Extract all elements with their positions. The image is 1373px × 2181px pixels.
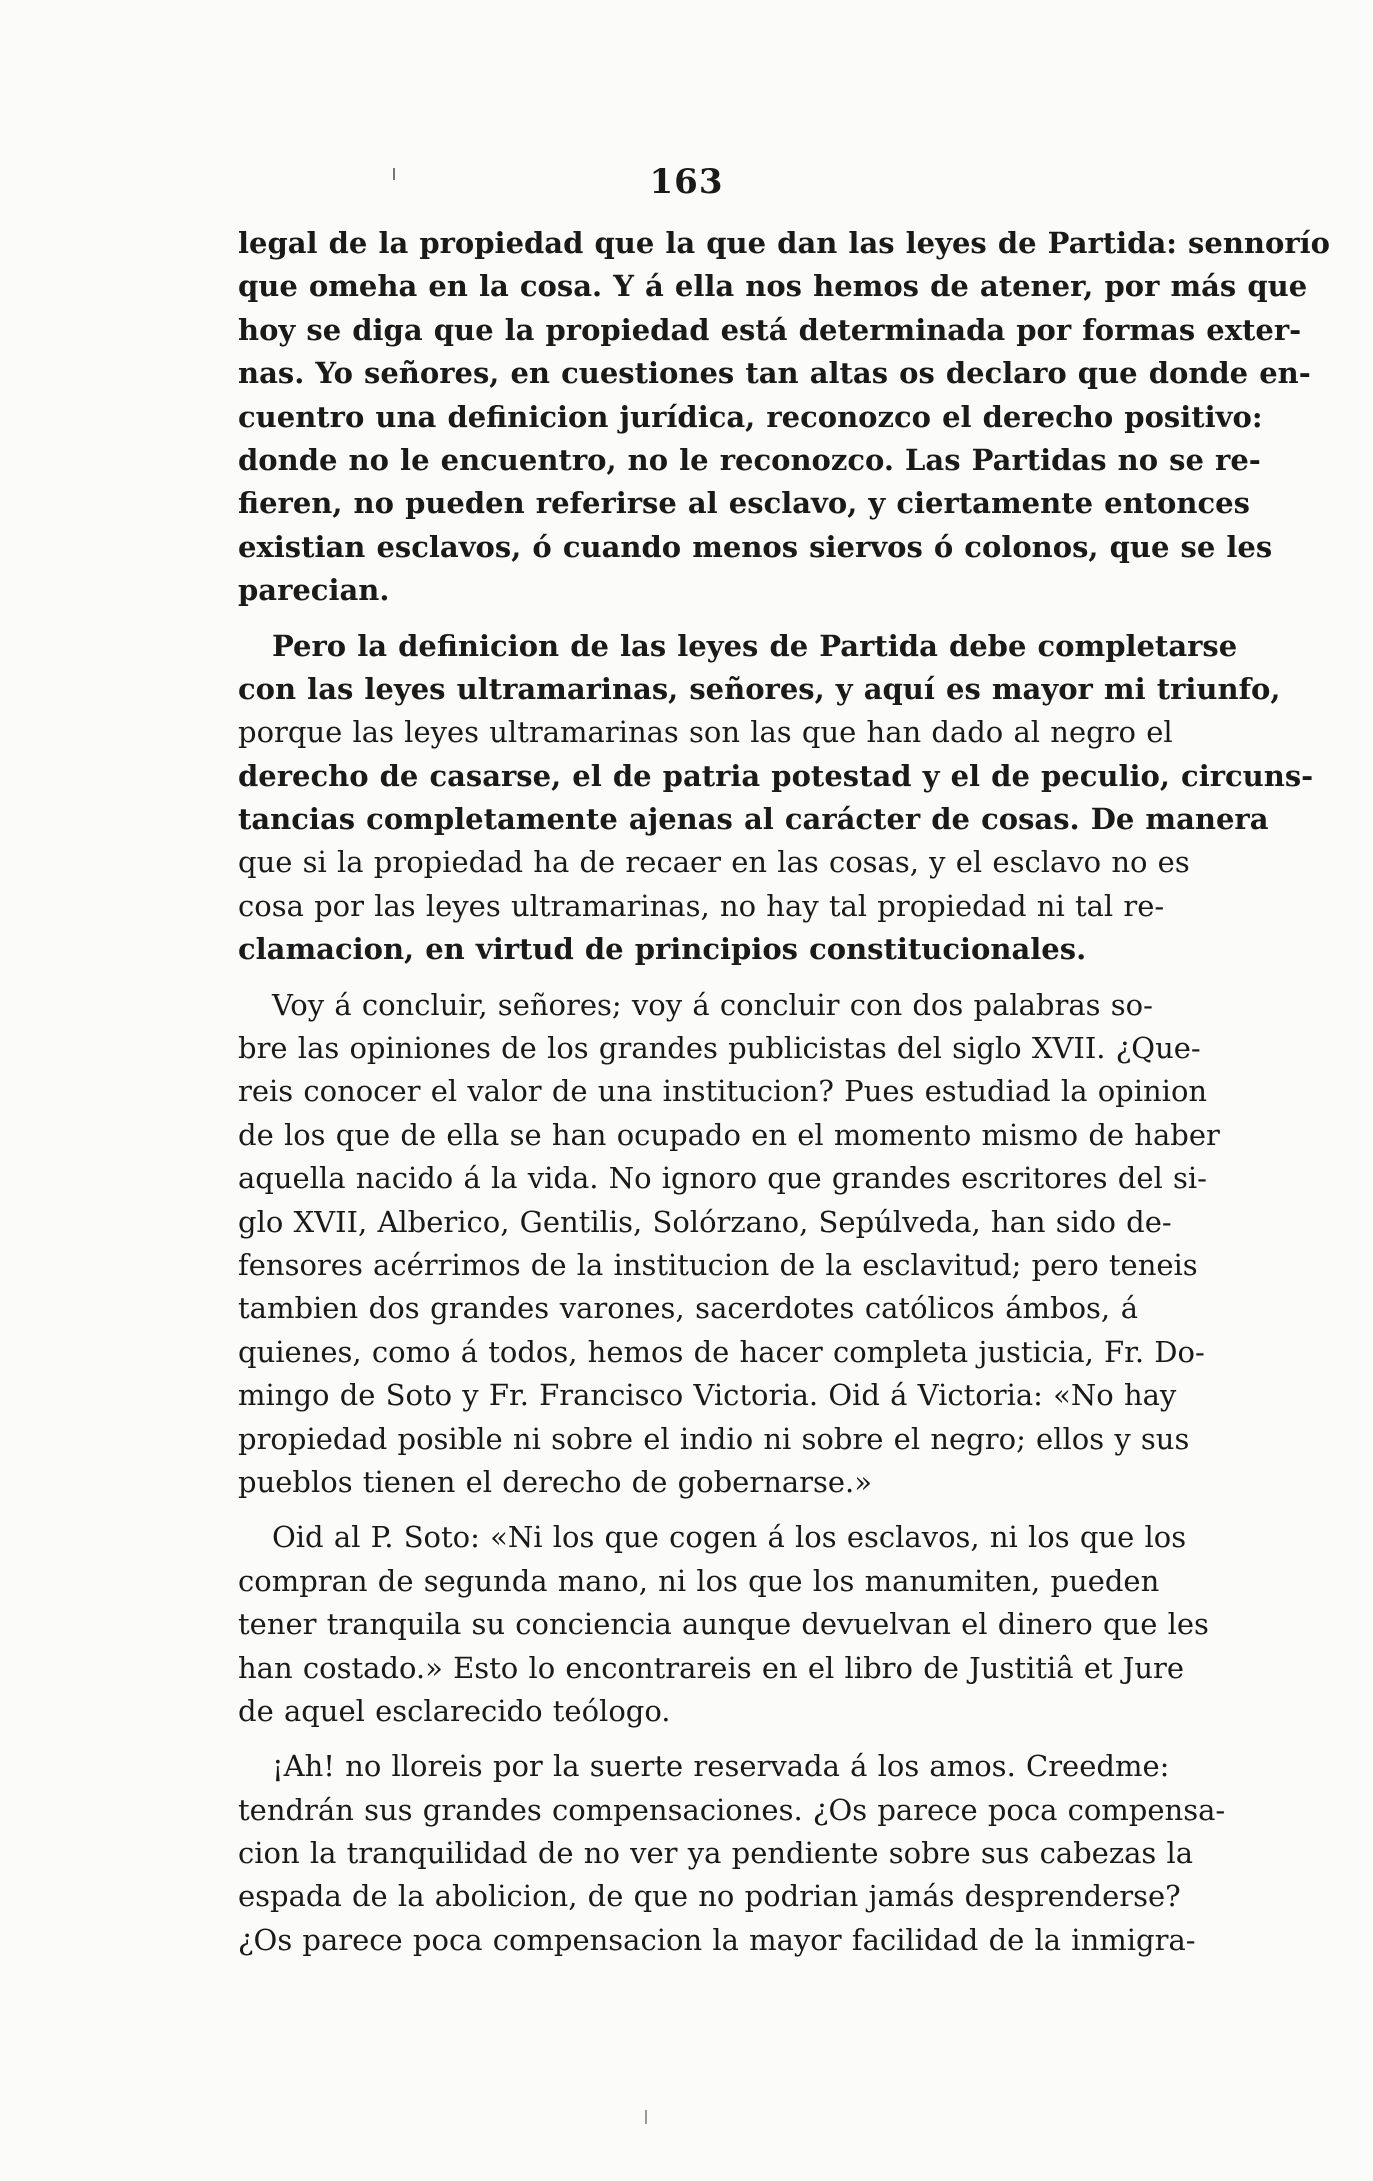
- text-line: cion la tranquilidad de no ver ya pendiente sobre sus cabezas la: [238, 1836, 1194, 1871]
- paragraph-3: [238, 984, 1220, 1505]
- text-line: tancias completamente ajenas al carácter de cosas. De manera: [238, 802, 1269, 837]
- text-line: cosa por las leyes ultramarinas, no hay tal propiedad ni tal re-: [238, 888, 1165, 923]
- text-line: porque las leyes ultramarinas son las que han dado al negro el: [238, 715, 1173, 750]
- text-line: han costado.» Esto lo encontrareis en el libro de Justitiâ et Jure: [238, 1650, 1185, 1685]
- text-line: espada de la abolicion, de que no podrian jamás desprenderse?: [238, 1879, 1181, 1914]
- text-line: reis conocer el valor de una institucion? Pues estudiad la opinion: [238, 1074, 1208, 1109]
- text-line: fensores acérrimos de la institucion de la esclavitud; pero teneis: [238, 1247, 1198, 1282]
- paragraph-2: [238, 625, 1314, 972]
- text-line: Voy á concluir, señores; voy á concluir con dos palabras so-: [272, 987, 1153, 1022]
- paragraph-4: [238, 1516, 1209, 1733]
- page-number: 163: [649, 162, 724, 202]
- text-line: quienes, como á todos, hemos de hacer completa justicia, Fr. Do-: [238, 1334, 1205, 1369]
- text-line: existian esclavos, ó cuando menos siervos ó colonos, que se les: [238, 529, 1273, 564]
- paragraph-1: [238, 222, 1330, 613]
- text-line: que omeha en la cosa. Y á ella nos hemos de atener, por más que: [238, 269, 1308, 304]
- text-line: parecian.: [238, 573, 390, 608]
- text-line: tendrán sus grandes compensaciones. ¿Os parece poca compensa-: [238, 1792, 1226, 1827]
- text-line: ¡Ah! no lloreis por la suerte reservada á los amos. Creedme:: [272, 1749, 1170, 1784]
- text-line: tener tranquila su conciencia aunque devuelvan el dinero que les: [238, 1607, 1209, 1642]
- text-line: propiedad posible ni sobre el indio ni sobre el negro; ellos y sus: [238, 1421, 1190, 1456]
- text-line: compran de segunda mano, ni los que los manumiten, pueden: [238, 1563, 1160, 1598]
- text-line: bre las opiniones de los grandes publicistas del siglo XVII. ¿Que-: [238, 1031, 1201, 1066]
- text-line: glo XVII, Alberico, Gentilis, Solórzano, Sepúlveda, han sido de-: [238, 1204, 1172, 1239]
- body-text: [238, 222, 1330, 1962]
- text-line: hoy se diga que la propiedad está determinada por formas exter-: [238, 312, 1302, 347]
- text-line: pueblos tienen el derecho de gobernarse.»: [238, 1464, 873, 1499]
- text-line: legal de la propiedad que la que dan las leyes de Partida: sennorío: [238, 226, 1330, 260]
- text-line: Oid al P. Soto: «Ni los que cogen á los esclavos, ni los que los: [272, 1520, 1187, 1555]
- text-line: ¿Os parece poca compensacion la mayor facilidad de la inmigra-: [238, 1922, 1196, 1957]
- text-line: aquella nacido á la vida. No ignoro que grandes escritores del si-: [238, 1161, 1207, 1196]
- text-line: Pero la definicion de las leyes de Partida debe completarse: [272, 628, 1238, 663]
- paragraph-5: [238, 1745, 1226, 1962]
- text-line: donde no le encuentro, no le reconozco. Las Partidas no se re-: [238, 442, 1261, 477]
- text-line: de los que de ella se han ocupado en el momento mismo de haber: [238, 1117, 1220, 1152]
- text-line: nas. Yo señores, en cuestiones tan altas os declaro que donde en-: [238, 356, 1311, 391]
- text-line: fieren, no pueden referirse al esclavo, y ciertamente entonces: [238, 486, 1250, 521]
- text-line: cuentro una definicion jurídica, reconozco el derecho positivo:: [238, 399, 1263, 434]
- text-line: con las leyes ultramarinas, señores, y aquí es mayor mi triunfo,: [238, 671, 1281, 706]
- text-line: que si la propiedad ha de recaer en las cosas, y el esclavo no es: [238, 845, 1190, 880]
- text-line: clamacion, en virtud de principios constitucionales.: [238, 932, 1087, 967]
- text-line: tambien dos grandes varones, sacerdotes católicos ámbos, á: [238, 1291, 1138, 1326]
- text-line: derecho de casarse, el de patria potestad y el de peculio, circuns-: [238, 758, 1314, 793]
- print-mark: [645, 2110, 647, 2124]
- text-line: de aquel esclarecido teólogo.: [238, 1693, 671, 1728]
- text-line: mingo de Soto y Fr. Francisco Victoria. Oid á Victoria: «No hay: [238, 1378, 1177, 1413]
